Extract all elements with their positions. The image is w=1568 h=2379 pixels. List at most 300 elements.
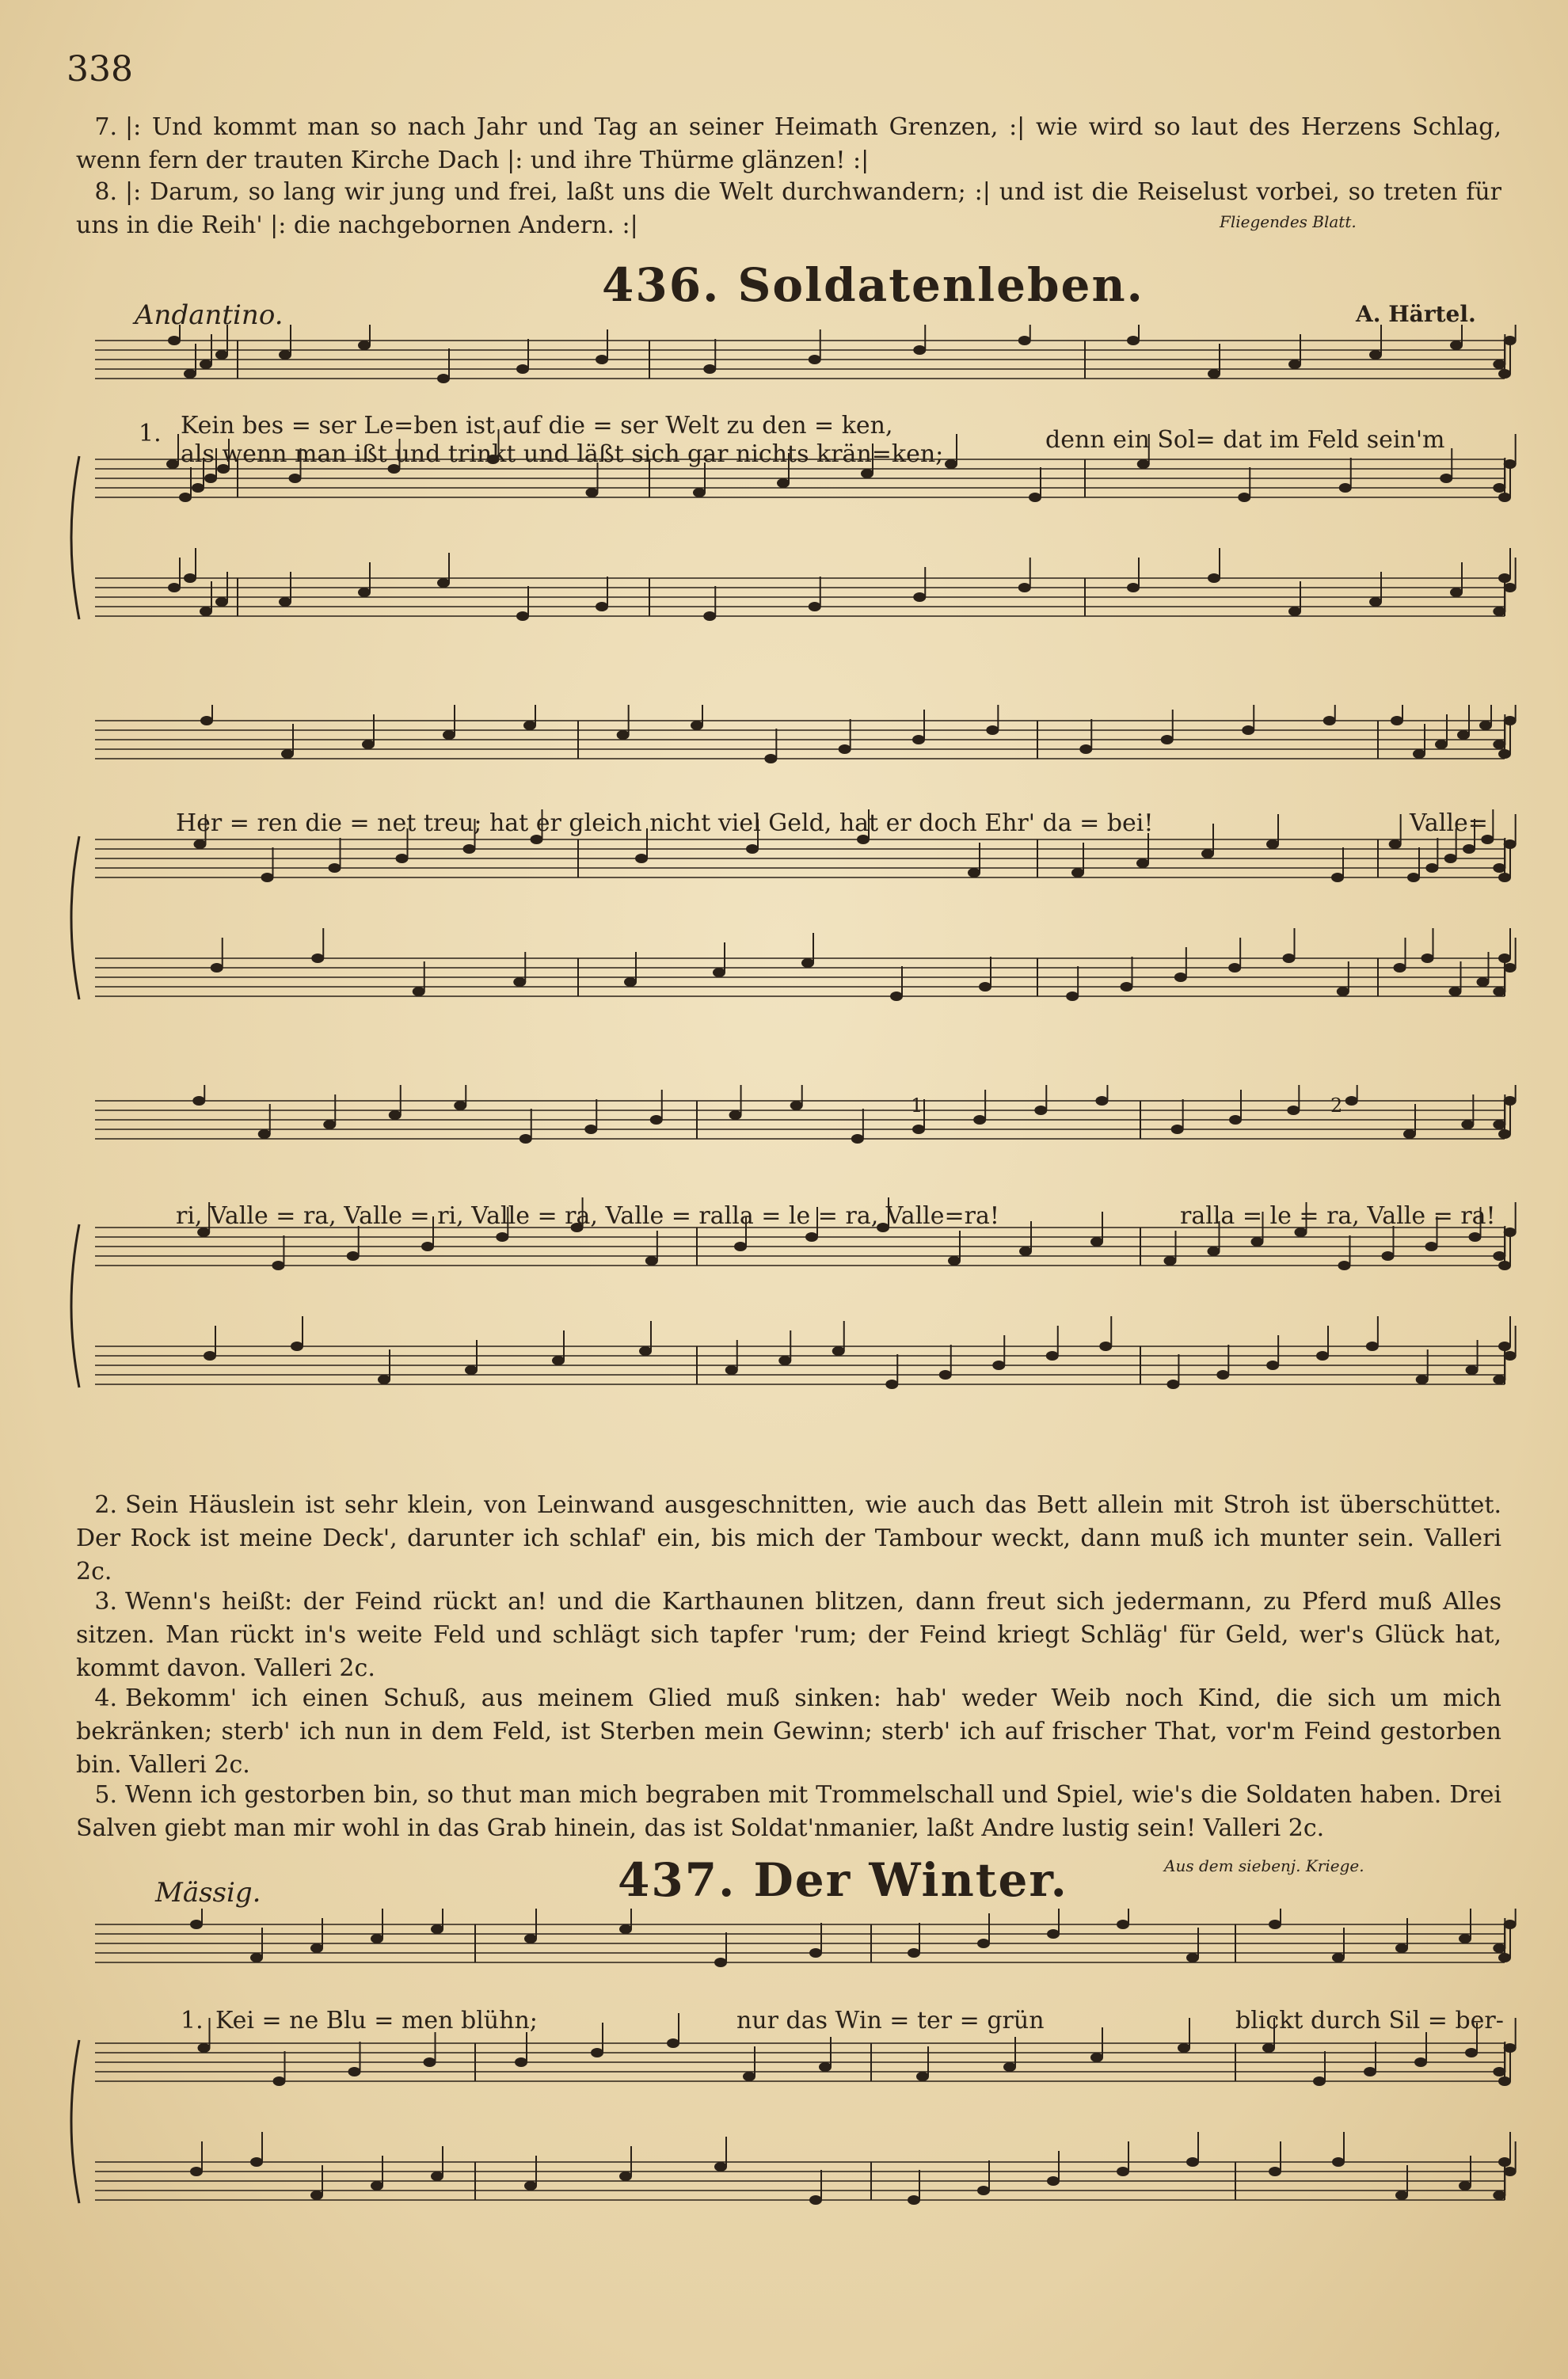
note [1269, 1920, 1281, 1929]
note [1332, 1953, 1345, 1962]
note [1395, 1943, 1408, 1953]
note [437, 374, 450, 383]
note [192, 483, 204, 493]
verse-text: |: Darum, so lang wir jung und frei, laßt uns die Welt durchwandern; :| und ist die Reiselust vorbei, so treten für uns in die Reih' |: die nachgebornen Andern. :| [76, 178, 1501, 239]
note [764, 754, 777, 763]
brace [71, 2040, 79, 2203]
note [596, 355, 608, 364]
note [1137, 459, 1150, 469]
note [1228, 963, 1241, 973]
note [809, 355, 821, 364]
note [1493, 863, 1505, 873]
note [945, 459, 957, 469]
composer: A. Härtel. [1356, 301, 1476, 327]
note [861, 469, 873, 478]
note [1498, 1953, 1511, 1962]
note [1394, 963, 1406, 973]
note [667, 2038, 679, 2048]
staff [95, 341, 1505, 379]
note [1457, 730, 1470, 740]
note [1066, 992, 1079, 1001]
note [1493, 483, 1505, 493]
note [650, 1115, 663, 1125]
note [809, 2195, 822, 2205]
note [311, 954, 324, 963]
lyric-line [181, 2007, 204, 2035]
note [1262, 2043, 1275, 2053]
note [200, 607, 212, 616]
note [1493, 1943, 1505, 1953]
note [166, 459, 179, 469]
note [1493, 1251, 1505, 1261]
note [211, 963, 223, 973]
note [973, 1115, 986, 1125]
lyric-line: ralla = le = ra, Valle = ra! [1180, 1202, 1496, 1230]
note [454, 1101, 466, 1110]
note [371, 2181, 383, 2191]
note [1391, 716, 1403, 725]
verse-7 [76, 111, 1501, 177]
note [1493, 987, 1505, 996]
note [1469, 1232, 1482, 1242]
note [1338, 1261, 1351, 1270]
note [378, 1375, 390, 1384]
note [1332, 2157, 1345, 2167]
note [1337, 987, 1349, 996]
note [1416, 1375, 1429, 1384]
note [1019, 1247, 1032, 1256]
note [1047, 1929, 1060, 1939]
song-title-436 [602, 258, 1144, 312]
verse-text: Wenn ich gestorben bin, so thut man mich begraben mit Trommelschall und Spiel, wie's die Soldaten haben. Drei Salven giebt man mir wohl in das Grab hinein, das ist Soldat'nmanier, laßt Andre lustig sein! Valleri 2c. [76, 1781, 1501, 1842]
note [1029, 493, 1041, 502]
note [1450, 588, 1463, 597]
note [948, 1256, 961, 1266]
note [890, 992, 903, 1001]
note [1287, 1106, 1300, 1115]
note [1046, 1351, 1059, 1361]
note [839, 744, 851, 754]
note [524, 1934, 537, 1943]
note [851, 1134, 864, 1144]
note [1166, 1380, 1179, 1389]
note [258, 1129, 271, 1139]
note [1498, 1129, 1511, 1139]
note [524, 2181, 537, 2191]
note [743, 2072, 755, 2081]
song-number: 436. [602, 258, 721, 312]
note [496, 1232, 508, 1242]
note [1345, 1096, 1358, 1106]
verse-number: 8. [94, 178, 117, 206]
note [729, 1110, 742, 1120]
lyric-line: blickt durch Sil = ber- [1235, 2007, 1504, 2035]
note [250, 2157, 263, 2167]
note [693, 488, 706, 497]
note [805, 1232, 818, 1242]
note [1099, 1342, 1112, 1351]
note [1047, 2176, 1060, 2186]
note [273, 2076, 286, 2086]
staff [95, 2043, 1505, 2081]
note [1498, 873, 1511, 882]
note [992, 1361, 1005, 1370]
note [1493, 740, 1505, 749]
note [1034, 1106, 1047, 1115]
note [431, 1924, 443, 1934]
verse-3 [76, 1585, 1501, 1685]
note [1459, 1934, 1471, 1943]
note [1316, 1351, 1329, 1361]
note [979, 982, 991, 992]
note [1449, 987, 1462, 996]
note [1117, 2167, 1129, 2176]
note [916, 2072, 929, 2081]
brace [71, 836, 79, 999]
lyric-line: Kei = ne Blu = men blühn; [215, 2007, 538, 2035]
note [624, 977, 637, 987]
note [1288, 607, 1301, 616]
note [190, 1920, 203, 1929]
note [619, 1924, 632, 1934]
note [250, 1953, 263, 1962]
note [819, 2062, 832, 2072]
staff [95, 2162, 1505, 2200]
note [424, 2057, 436, 2067]
note [396, 854, 409, 863]
note [523, 721, 536, 730]
note [168, 583, 181, 592]
note [323, 1120, 336, 1129]
note [725, 1365, 738, 1375]
note [1459, 2181, 1471, 2191]
note [1493, 2067, 1505, 2076]
note [1466, 1365, 1479, 1375]
note [463, 844, 476, 854]
note [179, 493, 192, 502]
note [329, 863, 341, 873]
source-note: Aus dem siebenj. Kriege. [1164, 1856, 1364, 1875]
lyric-line [139, 420, 162, 447]
music-system-3 [0, 1085, 1568, 1473]
note [1425, 1242, 1438, 1251]
note [168, 336, 181, 345]
note [986, 725, 999, 735]
note [1331, 873, 1344, 882]
note [1440, 474, 1452, 483]
note [1229, 1115, 1242, 1125]
tempo-marking: Mässig. [155, 1877, 261, 1909]
note [1283, 954, 1296, 963]
note [703, 611, 716, 621]
note [1174, 973, 1187, 982]
staff [95, 839, 1505, 877]
note [1465, 2048, 1478, 2057]
verse-number: 5. [94, 1781, 117, 1809]
note [371, 1934, 383, 1943]
note [431, 2172, 443, 2181]
note [734, 1242, 747, 1251]
staff [95, 1924, 1505, 1962]
note [1493, 1375, 1505, 1384]
note [619, 2172, 632, 2181]
song-title-437 [618, 1853, 1068, 1907]
note [1242, 725, 1254, 735]
note [279, 597, 291, 607]
note [1369, 350, 1382, 360]
note [1339, 483, 1352, 493]
note [1186, 1953, 1199, 1962]
note [1164, 1256, 1177, 1266]
note [1071, 868, 1084, 877]
note [204, 1351, 216, 1361]
note [635, 854, 648, 863]
ending-1-label: 1 [911, 1094, 923, 1117]
note [552, 1356, 565, 1365]
note [289, 474, 302, 483]
note [204, 474, 217, 483]
note [1201, 849, 1214, 858]
verse-number: 2. [94, 1491, 117, 1519]
note [1425, 863, 1438, 873]
note [912, 1125, 925, 1134]
note [714, 2162, 727, 2172]
lyric-line: Valle= [1410, 809, 1488, 837]
music-system-1 [0, 325, 1568, 681]
note [1479, 721, 1492, 730]
note [1461, 1120, 1474, 1129]
note [801, 958, 814, 968]
verse-text: Sein Häuslein ist sehr klein, von Leinwand ausgeschnitten, wie auch das Bett allein mit Stroh ist überschüttet. Der Rock ist meine Deck', darunter ich schlaf' ein, bis mich der Tambour weckt, dann muß ich munter sein. Valleri 2c. [76, 1491, 1501, 1585]
verse-text: Wenn's heißt: der Feind rückt an! und die Karthaunen blitzen, dann freut sich jedermann, zu Pferd muß Alles sitzen. Man rückt in's weite Feld und schlägt sich tapfer 'rum; der Feind kriegt Schläg' für Geld, wer's Glück hat, kommt davon. Valleri 2c. [76, 1588, 1501, 1682]
note [1313, 2076, 1326, 2086]
note [184, 573, 196, 583]
note [279, 350, 291, 360]
note [1288, 360, 1301, 369]
note [1216, 1370, 1229, 1380]
note [1421, 954, 1434, 963]
brace [71, 1224, 79, 1387]
note [1389, 839, 1402, 849]
note [913, 345, 926, 355]
note [1121, 982, 1133, 992]
note [200, 360, 212, 369]
note [413, 987, 425, 996]
music-system-2 [0, 705, 1568, 1053]
verse-number: 1. [139, 420, 162, 447]
song-title: Der Winter. [753, 1853, 1068, 1907]
tempo-marking: Andantino. [135, 299, 284, 331]
note [421, 1242, 434, 1251]
verse-text: Bekomm' ich einen Schuß, aus meinem Glied muß sinken: hab' weder Weib noch Kind, die sich um mich bekränken; sterb' ich nun in dem Feld, ist Sterben mein Gewinn; sterb' ich auf frischer That, vor'm Feind gestorben bin. Valleri 2c. [76, 1684, 1501, 1779]
note [215, 597, 228, 607]
note [198, 2043, 211, 2053]
ending-2-label: 2 [1330, 1094, 1343, 1117]
note [1095, 1096, 1108, 1106]
staff [95, 1228, 1505, 1266]
song-title: Soldatenleben. [737, 258, 1144, 312]
verse-number: 1. [181, 2007, 204, 2035]
note [790, 1101, 803, 1110]
staff [95, 721, 1505, 759]
note [1003, 2062, 1016, 2072]
note [310, 2191, 323, 2200]
note [291, 1342, 303, 1351]
note [1498, 493, 1511, 502]
note [1413, 749, 1425, 759]
lyric-line: als wenn man ißt und trinkt und läßt sich gar nichts krän=ken; [181, 440, 944, 468]
note [913, 592, 926, 602]
note [1117, 1920, 1129, 1929]
note [691, 721, 703, 730]
note [977, 1939, 990, 1948]
verse-5 [76, 1779, 1501, 1845]
note [192, 1096, 205, 1106]
note [1463, 844, 1475, 854]
note [832, 1346, 845, 1356]
note [362, 740, 375, 749]
note [912, 735, 925, 744]
verse-number: 7. [94, 113, 117, 141]
note [1477, 977, 1490, 987]
note [515, 2057, 527, 2067]
note [1403, 1129, 1416, 1139]
note [908, 1948, 920, 1958]
source-note: Fliegendes Blatt. [1220, 212, 1357, 231]
note [1127, 336, 1140, 345]
note [1435, 740, 1448, 749]
note [1018, 336, 1031, 345]
verse-4 [76, 1682, 1501, 1782]
note [1171, 1125, 1184, 1134]
note [1498, 749, 1511, 759]
note [516, 364, 529, 374]
note [389, 1110, 402, 1120]
note [977, 2186, 990, 2195]
verse-text: |: Und kommt man so nach Jahr und Tag an seiner Heimath Grenzen, :| wie wird so laut des Herzens Schlag, wenn fern der trauten Kirche Dach |: und ihre Thürme glänzen! :| [76, 113, 1501, 174]
note [1238, 493, 1250, 502]
note [519, 1134, 532, 1144]
note [348, 2067, 361, 2076]
note [1208, 1247, 1220, 1256]
note [272, 1261, 284, 1270]
note [714, 1958, 727, 1967]
verse-8 [76, 176, 1501, 242]
note [584, 1125, 597, 1134]
note [358, 588, 371, 597]
staff [95, 958, 1505, 996]
note [1364, 2067, 1376, 2076]
note [968, 868, 980, 877]
note [1266, 1361, 1279, 1370]
note [190, 2167, 203, 2176]
note [586, 488, 599, 497]
note [1366, 1342, 1379, 1351]
note [939, 1370, 952, 1380]
note [1444, 854, 1457, 863]
note [1414, 2057, 1427, 2067]
note [184, 369, 196, 379]
verse-number: 3. [94, 1588, 117, 1616]
note [1323, 716, 1336, 725]
note [1266, 839, 1279, 849]
note [596, 602, 608, 611]
note [591, 2048, 603, 2057]
brace [71, 456, 79, 619]
note [1498, 369, 1511, 379]
note [516, 611, 529, 621]
note [437, 578, 450, 588]
note [1450, 341, 1463, 350]
note [1382, 1251, 1395, 1261]
note [1127, 583, 1140, 592]
note [645, 1256, 658, 1266]
note [746, 844, 759, 854]
lyric-line: nur das Win = ter = grün [736, 2007, 1045, 2035]
song-number: 437. [618, 1853, 736, 1907]
staff [95, 1346, 1505, 1384]
note [1079, 744, 1092, 754]
note [1395, 2191, 1408, 2200]
lyric-line: Her = ren die = net treu; hat er gleich nicht viel Geld, hat er doch Ehr' da = bei! [176, 809, 1154, 837]
note [1493, 1120, 1505, 1129]
note [703, 364, 716, 374]
note [215, 350, 228, 360]
note [1407, 873, 1420, 882]
note [513, 977, 526, 987]
note [1161, 735, 1174, 744]
verse-number: 4. [94, 1684, 117, 1712]
note [1136, 858, 1149, 868]
note [1090, 2053, 1103, 2062]
note [261, 873, 274, 882]
lyric-line: ri, Valle = ra, Valle = ri, Valle = ra, Valle = ralla = le = ra, Valle=ra! [176, 1202, 999, 1230]
note [1269, 2167, 1281, 2176]
note [194, 839, 207, 849]
note [1493, 2191, 1505, 2200]
note [310, 1943, 323, 1953]
note [809, 1948, 822, 1958]
note [465, 1365, 478, 1375]
note [1178, 2043, 1190, 2053]
note [1493, 607, 1505, 616]
note [809, 602, 821, 611]
verse-2 [76, 1489, 1501, 1589]
note [1498, 1261, 1511, 1270]
note [1090, 1237, 1103, 1247]
note [1208, 369, 1220, 379]
note [1186, 2157, 1199, 2167]
note [908, 2195, 920, 2205]
note [777, 478, 790, 488]
note [1018, 583, 1031, 592]
note [443, 730, 455, 740]
note [639, 1346, 652, 1356]
note [1369, 597, 1382, 607]
note [885, 1380, 898, 1389]
note [358, 341, 371, 350]
note [617, 730, 630, 740]
note [713, 968, 725, 977]
note [347, 1251, 360, 1261]
lyric-line: denn ein Sol= dat im Feld sein'm [1045, 426, 1445, 454]
note [1498, 2076, 1511, 2086]
note [1493, 360, 1505, 369]
note [200, 716, 213, 725]
note [1208, 573, 1220, 583]
lyric-line: Kein bes = ser Le=ben ist auf die = ser Welt zu den = ken, [181, 412, 893, 440]
note [1251, 1237, 1264, 1247]
